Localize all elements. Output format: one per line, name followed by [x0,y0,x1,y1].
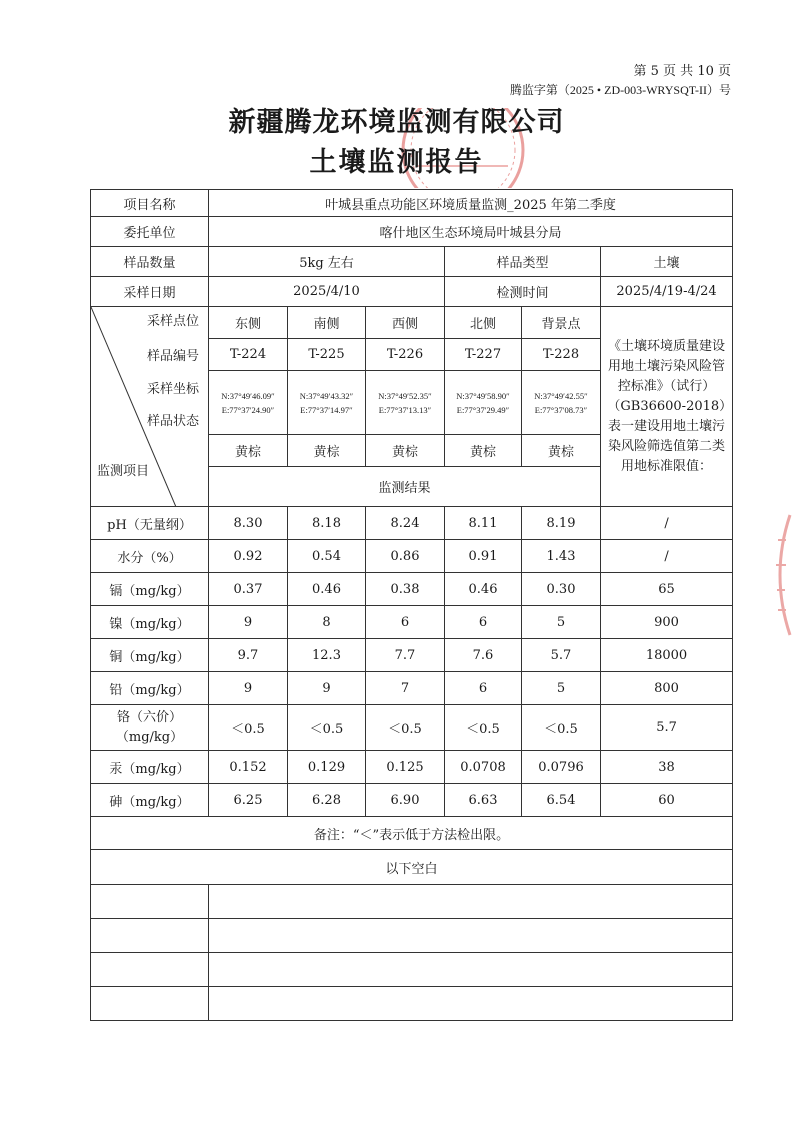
empty-cell [91,885,209,919]
project-value: 叶城县重点功能区环境质量监测_2025 年第二季度 [209,190,733,217]
item-name: 镉（mg/kg） [91,573,209,606]
test-date-value: 2025/4/19-4/24 [601,277,733,307]
result-value: 9 [209,672,288,705]
sample-coordinate [209,371,288,435]
client-label: 委托单位 [91,217,209,247]
result-value: 0.54 [288,540,366,573]
result-value: 6.28 [288,784,366,817]
sample-code: T-226 [366,339,445,371]
site-name: 背景点 [522,307,601,339]
result-value: 0.0796 [522,751,601,784]
empty-cell [209,987,733,1021]
result-value: ＜0.5 [445,705,522,751]
result-value: 6.25 [209,784,288,817]
site-name: 东侧 [209,307,288,339]
result-value: 6.90 [366,784,445,817]
site-name: 北侧 [445,307,522,339]
result-value: 6 [366,606,445,639]
sample-code: T-224 [209,339,288,371]
standard-reference: 《土壤环境质量建设用地土壤污染风险管控标准》（试行）（GB36600-2018）表一建设用地土壤污染风险筛选值第二类用地标准限值： [601,307,733,507]
limit-value: / [601,507,733,540]
header-state-label: 样品状态 [147,414,200,429]
longitude: E:77°37′29.49″ [456,404,510,415]
sample-state: 黄棕 [522,435,601,467]
limit-value: 900 [601,606,733,639]
header-item-label: 监测项目 [97,464,150,479]
result-value: 9 [209,606,288,639]
item-name: 汞（mg/kg） [91,751,209,784]
empty-cell [91,919,209,953]
client-value: 喀什地区生态环境局叶城县分局 [209,217,733,247]
result-value: 0.46 [445,573,522,606]
limit-value: 5.7 [601,705,733,751]
limit-value: 38 [601,751,733,784]
result-value: 0.152 [209,751,288,784]
limit-value: 18000 [601,639,733,672]
sampling-date-value: 2025/4/10 [209,277,445,307]
result-value: 0.125 [366,751,445,784]
limit-value: 65 [601,573,733,606]
sample-code: T-225 [288,339,366,371]
result-value: 0.38 [366,573,445,606]
sample-state: 黄棕 [209,435,288,467]
sample-state: 黄棕 [366,435,445,467]
soil-report-table [90,189,733,1021]
sample-state: 黄棕 [445,435,522,467]
item-name: 砷（mg/kg） [91,784,209,817]
latitude: N:37°49′58.90″ [456,390,510,401]
header-code-label: 样品编号 [147,349,200,364]
item-name: 铜（mg/kg） [91,639,209,672]
item-name: 铅（mg/kg） [91,672,209,705]
empty-cell [209,953,733,987]
result-value: 8 [288,606,366,639]
result-value: ＜0.5 [288,705,366,751]
quantity-value: 5kg 左右 [209,247,445,277]
result-value: 7.7 [366,639,445,672]
result-value: 6 [445,606,522,639]
result-value: 0.129 [288,751,366,784]
site-name: 西侧 [366,307,445,339]
company-title: 新疆腾龙环境监测有限公司 [228,107,565,138]
result-value: 8.11 [445,507,522,540]
result-value: 0.46 [288,573,366,606]
sample-code: T-227 [445,339,522,371]
latitude: N:37°49′42.55″ [534,390,588,401]
result-value: 1.43 [522,540,601,573]
result-value: 6 [445,672,522,705]
result-value: 7.6 [445,639,522,672]
empty-cell [91,987,209,1021]
result-value: 0.37 [209,573,288,606]
header-site-label: 采样点位 [147,314,200,329]
result-value: 8.24 [366,507,445,540]
result-value: 0.30 [522,573,601,606]
result-value: 12.3 [288,639,366,672]
limit-value: 60 [601,784,733,817]
remark: 备注：“＜”表示低于方法检出限。 [91,817,733,850]
report-title: 土壤监测报告 [309,147,484,178]
document-number: 腾监字第（2025 • ZD-003-WRYSQT-II）号 [509,83,731,97]
sample-state: 黄棕 [288,435,366,467]
result-value: 5 [522,606,601,639]
result-value: 8.18 [288,507,366,540]
sampling-date-label: 采样日期 [91,277,209,307]
result-value: ＜0.5 [366,705,445,751]
result-value: 6.54 [522,784,601,817]
result-value: 8.19 [522,507,601,540]
longitude: E:77°37′14.97″ [300,404,353,415]
result-value: 9.7 [209,639,288,672]
item-name: 水分（%） [91,540,209,573]
result-value: 0.86 [366,540,445,573]
result-value: 7 [366,672,445,705]
limit-value: 800 [601,672,733,705]
sample-coordinate [522,371,601,435]
sample-code: T-228 [522,339,601,371]
item-name: pH（无量纲） [91,507,209,540]
longitude: E:77°37′08.73″ [534,404,588,415]
latitude: N:37°49′46.09″ [221,390,275,401]
longitude: E:77°37′24.90″ [221,404,275,415]
quantity-label: 样品数量 [91,247,209,277]
sample-coordinate [288,371,366,435]
result-value: ＜0.5 [522,705,601,751]
result-value: 9 [288,672,366,705]
item-name: 铬（六价）（mg/kg） [91,705,209,751]
result-value: 8.30 [209,507,288,540]
latitude: N:37°49′52.35″ [378,390,432,401]
sample-type-value: 土壤 [601,247,733,277]
result-value: 6.63 [445,784,522,817]
result-value: 5 [522,672,601,705]
project-label: 项目名称 [91,190,209,217]
sample-type-label: 样品类型 [445,247,601,277]
diagonal-header-cell [91,307,209,507]
result-value: 0.0708 [445,751,522,784]
result-value: 5.7 [522,639,601,672]
sample-coordinate [445,371,522,435]
test-date-label: 检测时间 [445,277,601,307]
page-info: 第 5 页 共 10 页 [633,64,731,79]
latitude: N:37°49′43.32″ [299,390,354,401]
result-value: ＜0.5 [209,705,288,751]
empty-cell [209,885,733,919]
header-coord-label: 采样坐标 [147,382,200,397]
empty-cell [209,919,733,953]
empty-cell [91,953,209,987]
result-label: 监测结果 [209,467,601,507]
sample-coordinate [366,371,445,435]
longitude: E:77°37′13.13″ [378,404,432,415]
result-value: 0.92 [209,540,288,573]
blank-notice: 以下空白 [91,850,733,885]
item-name: 镍（mg/kg） [91,606,209,639]
site-name: 南侧 [288,307,366,339]
limit-value: / [601,540,733,573]
result-value: 0.91 [445,540,522,573]
seam-seal [768,510,793,640]
